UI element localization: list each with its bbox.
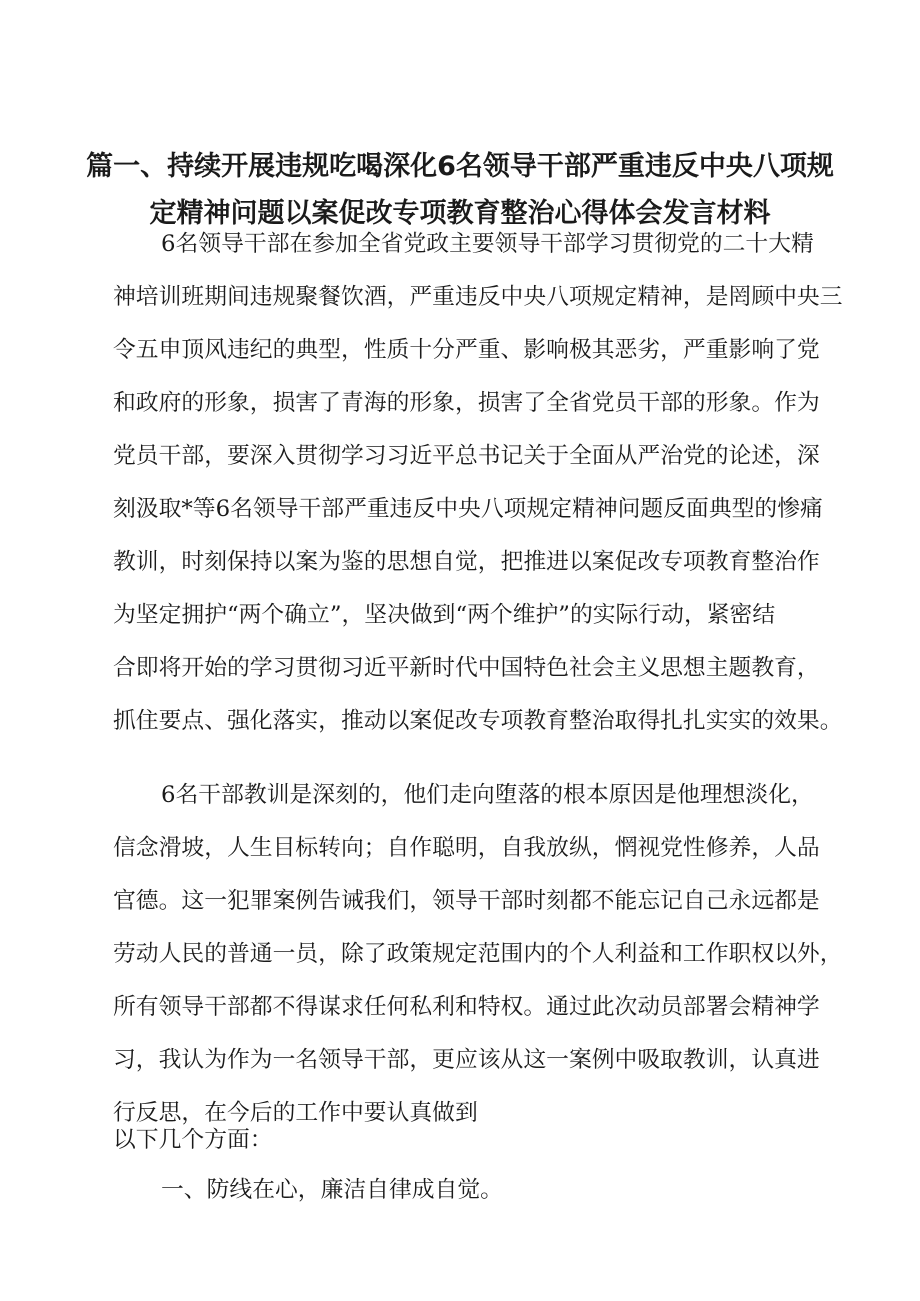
paragraph1-line: 为坚定拥护“两个确立”，坚决做到“两个维护”的实际行动，紧密结 <box>113 602 776 628</box>
paragraph2-line: 行反思，在今后的工作中要认真做到 <box>113 1100 478 1126</box>
paragraph2-line: 劳动人民的普通一员，除了政策规定范围内的个人利益和工作职权以外， <box>113 941 843 967</box>
paragraph1-line: 和政府的形象，损害了青海的形象，损害了全省党员干部的形象。作为 <box>113 390 820 416</box>
section-heading: 一、防线在心，廉洁自律成自觉。 <box>161 1177 503 1203</box>
paragraph2-line: 所有领导干部都不得谋求任何私利和特权。通过此次动员部署会精神学 <box>113 994 820 1020</box>
paragraph1-line: 6名领导干部在参加全省党政主要领导干部学习贯彻党的二十大精 <box>161 231 814 257</box>
paragraph2-line: 信念滑坡，人生目标转向；自作聪明，自我放纵，惘视党性修养，人品 <box>113 835 820 861</box>
paragraph2-line: 以下几个方面： <box>113 1127 273 1153</box>
title-line-1: 篇一、持续开展违规吃喝深化6名领导干部严重违反中央八项规 <box>86 151 834 182</box>
paragraph2-line: 6名干部教训是深刻的，他们走向堕落的根本原因是他理想淡化， <box>161 782 814 808</box>
paragraph2-line: 习，我认为作为一名领导干部，更应该从这一案例中吸取教训，认真进 <box>113 1047 820 1073</box>
paragraph1-line: 令五申顶风违纪的典型，性质十分严重、影响极其恶劣，严重影响了党 <box>113 337 820 363</box>
paragraph1-line: 合即将开始的学习贯彻习近平新时代中国特色社会主义思想主题教育， <box>113 655 820 681</box>
paragraph1-line: 党员干部，要深入贯彻学习习近平总书记关于全面从严治党的论述，深 <box>113 443 820 469</box>
paragraph1-line: 教训，时刻保持以案为鉴的思想自觉，把推进以案促改专项教育整治作 <box>113 549 820 575</box>
paragraph1-line: 抓住要点、强化落实，推动以案促改专项教育整治取得扎扎实实的效果。 <box>113 708 843 734</box>
paragraph1-line: 刻汲取*等6名领导干部严重违反中央八项规定精神问题反面典型的惨痛 <box>113 496 823 522</box>
paragraph2-line: 官德。这一犯罪案例告诫我们，领导干部时刻都不能忘记自己永远都是 <box>113 888 820 914</box>
title-line-2: 定精神问题以案促改专项教育整治心得体会发言材料 <box>149 198 771 229</box>
paragraph1-line: 神培训班期间违规聚餐饮酒，严重违反中央八项规定精神，是罔顾中央三 <box>113 284 843 310</box>
